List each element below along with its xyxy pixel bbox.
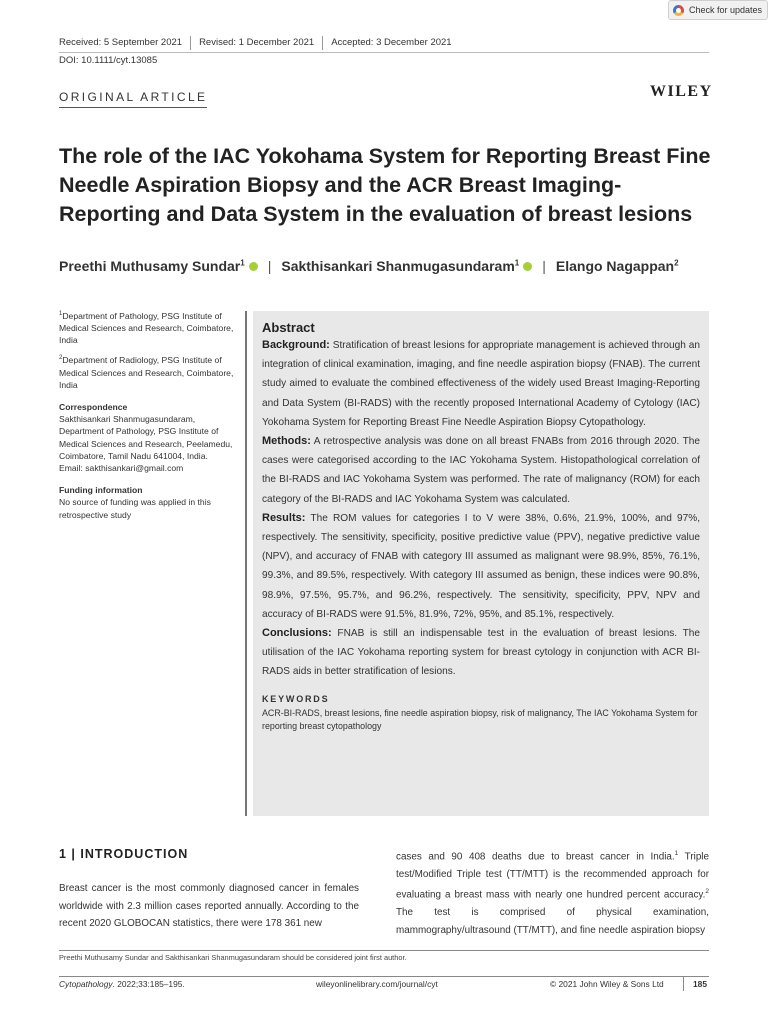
crossmark-icon [673, 5, 684, 16]
received-date: Received: 5 September 2021 [59, 37, 183, 48]
revised-date: Revised: 1 December 2021 [199, 37, 315, 48]
author-affiliation-mark: 1 [514, 258, 520, 268]
article-type: ORIGINAL ARTICLE [59, 90, 207, 108]
abstract-box [253, 311, 709, 816]
keywords-list: ACR-BI-RADS, breast lesions, fine needle aspiration biopsy, risk of malignancy, The IAC Yokohama System for reporting breast cytopathology [262, 707, 698, 731]
affiliation-2: $^2$Department of Radiology, PSG Institute of Medical Sciences and Research, Coimbatore, India [59, 355, 234, 390]
intro-text-right: cases and 90 408 deaths due to breast cancer in India.$^1$ Triple test/Modified Triple test (TT/MTT) is the recommended approach for evaluating a breast mass with nearly one hundred percent accuracy.$^2$ The test is comprised of physical examination, mammography/ultrasound (TT/MTT), and fine needle aspiration biopsy [396, 850, 709, 936]
orcid-icon[interactable] [249, 262, 258, 271]
author-affiliation-mark: 2 [674, 258, 679, 268]
article-title: The role of the IAC Yokohama System for Reporting Breast Fine Needle Aspiration Biopsy and the ACR Breast Imaging-Reporting and Data System in the evaluation of breast lesions [59, 144, 711, 226]
abstract-results: Results: The ROM values for categories I to V were 38%, 0.6%, 21.9%, 100%, and 97%, respectively. The sensitivity, specificity, positive predictive value (PPV), negative predictive value (NPV), and accuracy of FNAB with category III assumed as malignant were 98.9%, 85%, 76.1%, 99.3%, and 89.5%, respectively. With category III assumed as benign, these indices were 90.8%, 98.9%, 97.5%, 95.7%, and 96.2%, respectively. The sensitivity, specificity, PPV, NPV and accuracy of BI-RADS were 91.5%, 81.9%, 72%, 95%, and 85.1%, respectively. [262, 511, 701, 620]
citation-ref[interactable]: 2 [705, 888, 709, 896]
footnote-rule [59, 950, 709, 951]
check-for-updates-button[interactable] [668, 0, 768, 20]
funding-heading: Funding information [59, 485, 143, 496]
author-divider: | [542, 258, 546, 274]
funding-text: No source of funding was applied in this retrospective study [59, 497, 211, 520]
abstract-background: Background: Stratification of breast lesions for appropriate management is achieved through an integration of clinical examination, imaging, and fine needle aspiration biopsy (FNAB). The current study aimed to evaluate the combined effectiveness of the widely used Breast Imaging-Reporting and Data System (BI-RADS) with the recently proposed International Academy of Cytology (IAC) Yokohama System for Reporting Breast Fine Needle Aspiration Biopsy Cytopathology. [262, 339, 700, 428]
affiliation-1: $^1$Department of Pathology, PSG Institute of Medical Sciences and Research, Coimbatore, India [59, 310, 234, 346]
journal-citation: Cytopathology. 2022;33:185–195. [59, 979, 185, 989]
affiliations-column [59, 308, 239, 527]
author-list [59, 258, 679, 274]
footnote: Preethi Muthusamy Sundar and Sakthisankari Shanmugasundaram should be considered joint first author. [59, 953, 407, 962]
copyright: © 2021 John Wiley & Sons Ltd [550, 979, 664, 989]
date-divider [190, 36, 191, 50]
journal-url[interactable]: wileyonlinelibrary.com/journal/cyt [316, 979, 438, 989]
accepted-date: Accepted: 3 December 2021 [331, 37, 452, 48]
correspondence-email[interactable]: Email: sakthisankari@gmail.com [59, 462, 184, 473]
author-divider: | [267, 258, 272, 274]
abstract-methods: Methods: A retrospective analysis was done on all breast FNABs from 2016 through 2020. The cases were categorised according to the IAC Yokohama System. Histopathological correlation of the BI-RADS and IAC Yokohama System was performed. The rate of malignancy (ROM) for each category of the BI-RADS and IAC Yokohama System was calculated. [262, 435, 701, 505]
publication-dates [59, 37, 452, 51]
orcid-icon[interactable] [523, 262, 532, 271]
author-3[interactable]: Elango Nagappan$^2$ [555, 258, 679, 274]
author-1[interactable]: Preethi Muthusamy Sundar$^1$ [59, 258, 245, 274]
author-2[interactable]: Sakthisankari Shanmugasundaram$^1$ [281, 258, 520, 274]
page-number: 185 [693, 979, 707, 989]
author-affiliation-mark: 1 [240, 258, 245, 268]
correspondence-details: Sakthisankari Shanmugasundaram, Department of Pathology, PSG Institute of Medical Sciences and Research, Peelamedu, Coimbatore, Tamil Nadu 641004, India. Email: sakthisankari@gmail.com [59, 414, 233, 473]
page-number-divider [683, 977, 684, 991]
intro-text-left: Breast cancer is the most commonly diagnosed cancer in females worldwide with 2.3 million cases reported annually. According to the recent 2020 GLOBOCAN statistics, there were 178 361 new [59, 883, 359, 930]
abstract-heading: Abstract [262, 320, 315, 335]
correspondence-heading: Correspondence [59, 401, 128, 412]
abstract-accent-bar [245, 311, 247, 816]
check-for-updates-label: Check for updates [689, 5, 763, 15]
abstract-conclusions: Conclusions: FNAB is still an indispensable test in the evaluation of breast lesions. The utilisation of the IAC Yokohama reporting system for breast cytology in conjunction with ACR BI-RADS aids in better stratification of lesions. [262, 627, 700, 678]
doi[interactable]: DOI: 10.1111/cyt.13085 [59, 55, 158, 66]
citation-ref[interactable]: 1 [674, 850, 679, 857]
header-rule [59, 52, 709, 53]
footer-rule [59, 976, 709, 977]
keywords-heading: KEYWORDS [262, 693, 330, 704]
date-divider [322, 36, 323, 50]
section-heading-introduction: 1 | INTRODUCTION [59, 847, 189, 861]
publisher-logo: WILEY [650, 83, 713, 100]
